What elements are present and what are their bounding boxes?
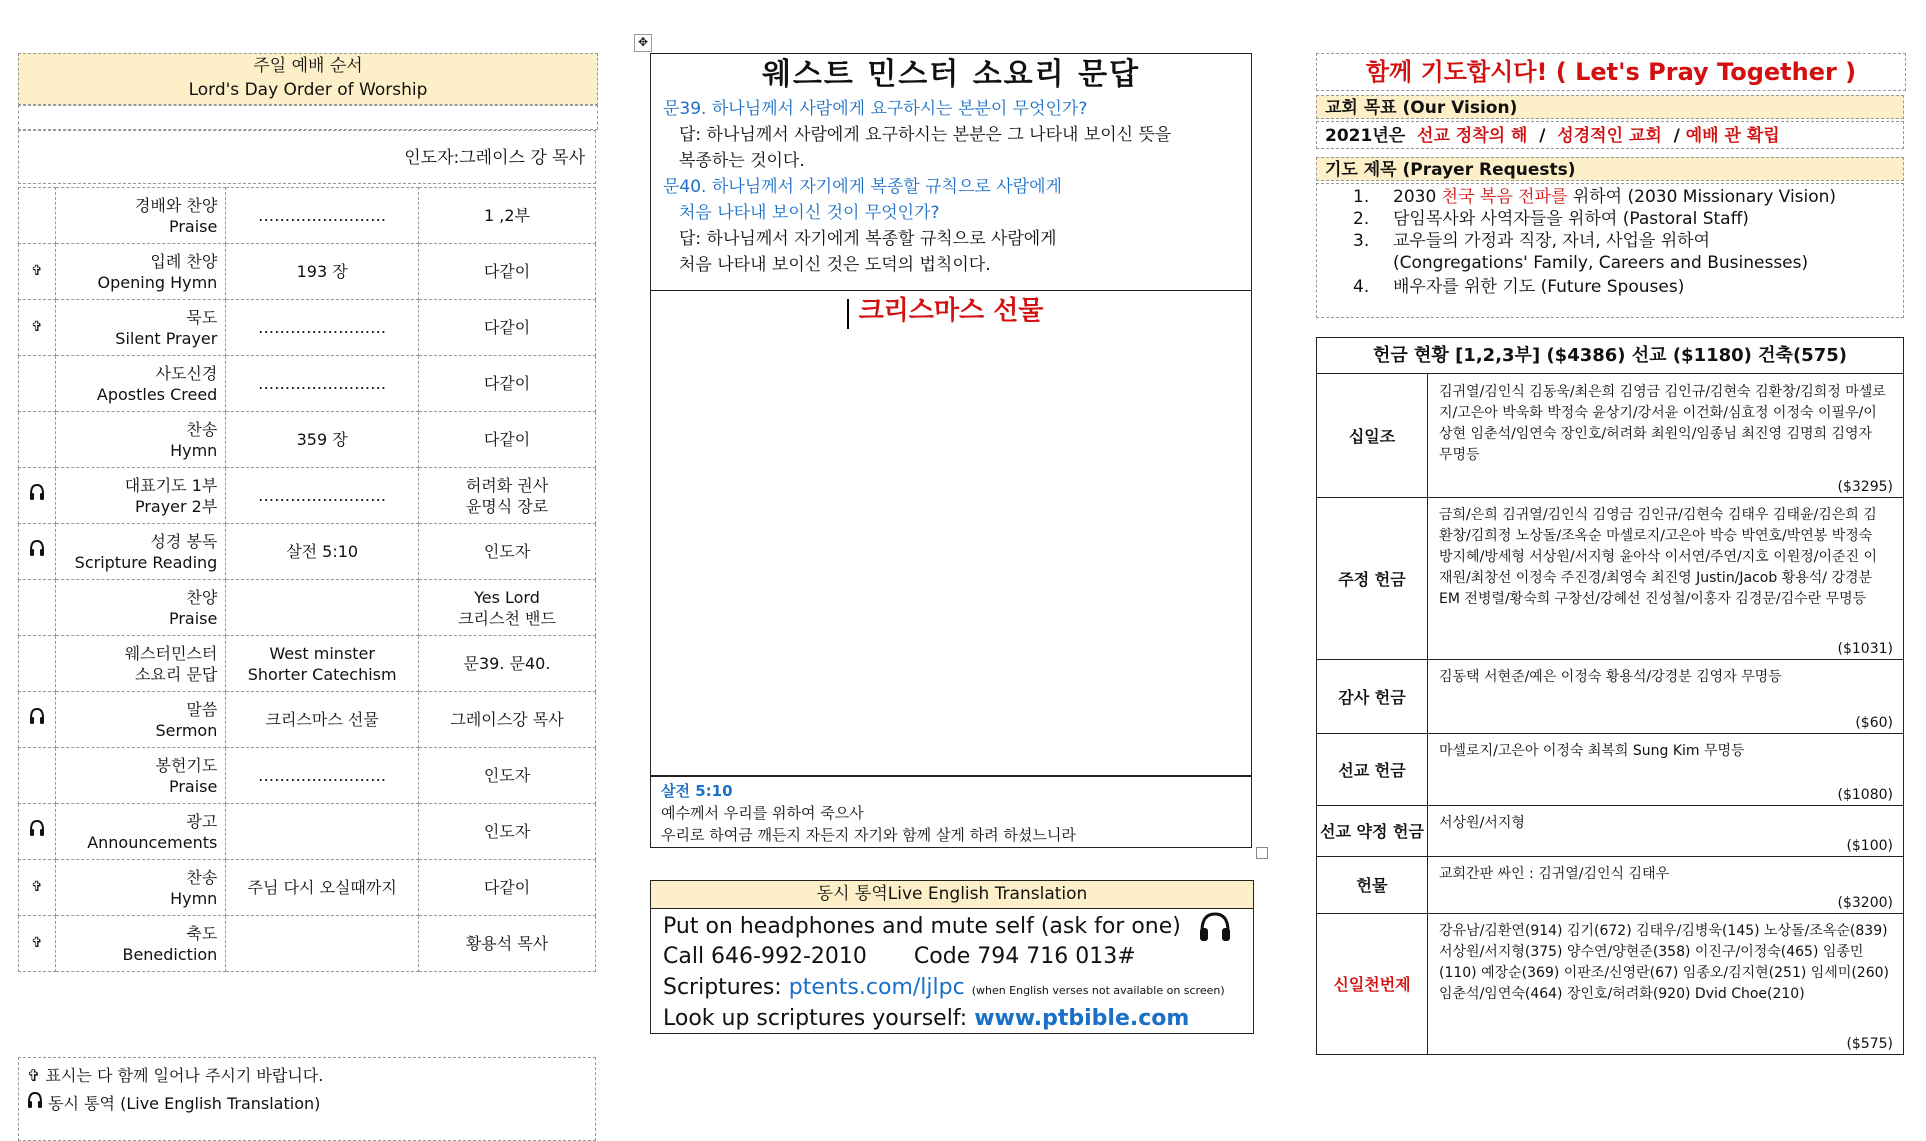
order-row [19,916,596,972]
stand-icon: ✞ [19,300,56,356]
vision-goal-2: 성경적인 교회 [1557,126,1662,146]
offering-names: 김동택 서현준/예은 이정숙 황용석/강경분 김영자 무명등 [1439,669,1782,685]
stand-note: 표시는 다 함께 일어나 주시기 바랍니다. [45,1066,324,1085]
prayer-requests-label: 기도 제목 (Prayer Requests) [1316,157,1904,181]
verse-ref: 살전 5:10 [661,782,733,800]
offering-amount: ($3295) [1837,479,1893,495]
order-row [19,468,596,524]
order-item-title: 말씀 Sermon [55,692,226,748]
order-item-detail [226,916,419,972]
row-mark [19,412,56,468]
order-item-title: 사도신경 Apostles Creed [55,356,226,412]
vision-goal-3: 예배 관 확립 [1685,126,1780,146]
call-number: Call 646-992-2010 [663,944,867,969]
verse-box [650,776,1252,848]
order-item-detail [226,804,419,860]
vision-label: 교회 목표 (Our Vision) [1316,95,1904,119]
order-item-title: 찬양 Praise [55,580,226,636]
catechism-a39-1: 답: 하나님께서 사람에게 요구하시는 본분은 그 나타내 보이신 뜻을 [679,125,1172,145]
prayer-item: 2. 담임목사와 사역자들을 위하여 (Pastoral Staff) [1353,209,1749,229]
offering-names: 김귀열/김인식 김동욱/최은희 김영금 김인규/김현숙 김환창/김희정 마셀로지/고은아 박욱화 박정숙 윤상기/강서윤 이건화/심효정 이정숙 이필우/이상현 임춘석/임연숙 장인호/허려화 최원익/임종님 최진영 김명희 김영자 무명등 [1439,384,1886,463]
order-row [19,692,596,748]
row-mark [19,580,56,636]
order-item-title: 묵도 Silent Prayer [55,300,226,356]
order-item-title: 대표기도 1부 Prayer 2부 [55,468,226,524]
stand-icon: ✞ [27,1066,46,1085]
offering-row [1317,497,1903,660]
row-mark [19,356,56,412]
offering-report [1316,337,1904,1055]
offering-amount: ($1080) [1837,787,1893,803]
catechism-title: 웨스트 민스터 소요리 문답 [761,57,1141,92]
translation-note: 동시 통역 (Live English Translation) [48,1094,321,1113]
offering-label: 선교 약정 헌금 [1317,805,1428,856]
offering-row [1317,733,1903,806]
translation-box [650,880,1254,1034]
offering-label: 감사 헌금 [1317,659,1428,733]
order-row [19,636,596,692]
stand-icon: ✞ [19,244,56,300]
order-header [18,53,598,105]
catechism-a39-2: 복종하는 것이다. [679,151,805,171]
order-item-leader: 인도자 [419,524,596,580]
order-item-leader: 문39. 문40. [419,636,596,692]
vision-goal-1: 선교 정착의 해 [1417,126,1528,146]
catechism-q39: 문39. 하나님께서 사람에게 요구하시는 본분이 무엇인가? [663,99,1088,119]
order-item-leader: 다같이 [419,244,596,300]
catechism-a40-2: 처음 나타내 보이신 것은 도덕의 법칙이다. [679,255,991,275]
vision-sep: / [1539,126,1546,146]
order-item-leader: 다같이 [419,300,596,356]
translation-line-3 [663,973,1225,1006]
text-cursor [847,299,849,329]
headset-icon [27,1094,43,1113]
vision-row [1316,121,1904,149]
offering-names: 교회간판 싸인 : 김귀열/김인식 김태우 [1439,866,1670,882]
offering-amount: ($1031) [1837,641,1893,657]
offering-row [1317,856,1903,914]
offering-label: 십일조 [1317,374,1428,497]
order-item-title: 광고 Announcements [55,804,226,860]
headphones-instruction: Put on headphones and mute self (ask for one) [663,914,1181,939]
offering-amount: ($575) [1846,1036,1893,1052]
order-footnote [18,1057,596,1141]
order-item-leader: 황용석 목사 [419,916,596,972]
order-item-title: 찬송 Hymn [55,412,226,468]
order-row [19,244,596,300]
order-item-detail: 살전 5:10 [226,524,419,580]
order-of-worship [18,53,598,1113]
catechism-box [650,53,1252,291]
order-item-detail: …………………… [226,748,419,804]
headset-icon [19,692,56,748]
order-item-leader: Yes Lord 크리스천 밴드 [419,580,596,636]
headset-icon [19,524,56,580]
offering-row [1317,659,1903,734]
offering-header: 헌금 현황 [1,2,3부] ($4386) 선교 ($1180) 건축(575) [1317,338,1903,374]
order-item-detail: West minster Shorter Catechism [226,636,419,692]
order-row [19,804,596,860]
catechism-q40-2: 처음 나타내 보이신 것이 무엇인가? [679,203,940,223]
order-item-leader: 허려화 권사 윤명식 장로 [419,468,596,524]
offering-label: 헌물 [1317,856,1428,913]
order-table [18,187,596,972]
catechism-a40-1: 답: 하나님께서 자기에게 복종할 규칙으로 사람에게 [679,229,1057,249]
order-row [19,860,596,916]
order-item-leader: 그레이스강 목사 [419,692,596,748]
offering-label: 주정 헌금 [1317,497,1428,659]
order-item-detail: 주님 다시 오실때까지 [226,860,419,916]
order-item-leader: 다같이 [419,412,596,468]
prayer-list [1316,183,1904,318]
offering-label: 선교 헌금 [1317,733,1428,805]
order-item-leader: 다같이 [419,356,596,412]
order-item-title: 경배와 찬양 Praise [55,188,226,244]
offering-names: 금희/은희 김귀열/김인식 김영금 김인규/김현숙 김태우 김태윤/김은희 김환창/김희정 노상돌/조옥순 마셀로지/고은아 박승 박연호/박연봉 박정숙 방지혜/방세형 서상원/서지형 윤아삭 이서연/주연/지호 이원정/이준진 이재원/최창선 이정숙 주진경/최영숙 최진영 Justin/Jacob 황용석/ 강경분 EM 전병렬/황숙희 구창선/강혜선 진성철/이홍자 김경문/김수란 무명등 [1439,507,1878,607]
row-mark [19,636,56,692]
order-row [19,748,596,804]
stand-icon: ✞ [19,916,56,972]
order-item-detail: …………………… [226,188,419,244]
order-item-leader: 다같이 [419,860,596,916]
order-item-detail: 359 장 [226,412,419,468]
call-code: Code 794 716 013# [913,944,1136,969]
prayer-item: 4. 배우자를 위한 기도 (Future Spouses) [1353,277,1685,297]
order-item-title: 찬송 Hymn [55,860,226,916]
translation-line-4 [663,1004,1189,1034]
order-row [19,300,596,356]
order-item-title: 성경 봉독 Scripture Reading [55,524,226,580]
order-item-detail: …………………… [226,356,419,412]
order-item-title: 축도 Benediction [55,916,226,972]
resize-handle[interactable] [1256,847,1268,859]
row-mark [19,188,56,244]
order-header-ko: 주일 예배 순서 [253,56,363,76]
scriptures-note: (when English verses not available on screen) [971,984,1225,997]
lookup-label: Look up scriptures yourself: [663,1006,968,1031]
scriptures-link[interactable]: ptents.com/ljlpc [788,975,965,1000]
order-item-title: 웨스터민스터 소요리 문답 [55,636,226,692]
order-header-en: Lord's Day Order of Worship [188,80,428,100]
scriptures-label: Scriptures: [663,975,782,1000]
sermon-box[interactable] [650,290,1252,776]
leader-line: 인도자:그레이스 강 목사 [18,130,596,184]
ptbible-link[interactable]: www.ptbible.com [974,1006,1190,1031]
translation-line-1 [663,911,1232,943]
order-item-title: 입례 찬양 Opening Hymn [55,244,226,300]
order-row [19,412,596,468]
offering-names: 강유남/김환연(914) 김기(672) 김태우/김병욱(145) 노상돌/조옥순(839) 서상원/서지형(375) 양수연/양현준(358) 이진구/이정숙(465) 임종민(110) 예장순(369) 이판조/신영란(67) 임종오/김지현(251) 임세미(260) 임춘석/임연숙(464) 장인호/허려화(920) Dvid Choe(210) [1439,923,1889,1002]
order-item-detail: …………………… [226,468,419,524]
offering-row [1317,913,1903,1054]
order-item-title: 봉헌기도 Praise [55,748,226,804]
vision-year: 2021년은 [1325,126,1406,146]
sermon-title: 크리스마스 선물 [858,296,1044,326]
offering-row [1317,805,1903,857]
prayer-item: 1. 2030 천국 복음 전파를 위하여 (2030 Missionary Vision) [1353,187,1837,207]
order-item-detail: 193 장 [226,244,419,300]
offering-amount: ($3200) [1837,895,1893,911]
order-row [19,188,596,244]
headset-icon [19,804,56,860]
order-item-leader: 인도자 [419,748,596,804]
order-item-leader: 인도자 [419,804,596,860]
prayer-item: 3. 교우들의 가정과 직장, 자녀, 사업을 위하여 [1353,231,1711,251]
order-item-detail: …………………… [226,300,419,356]
vision-sep: / [1673,126,1680,146]
offering-amount: ($60) [1855,715,1893,731]
row-mark [19,748,56,804]
order-row [19,580,596,636]
translation-line-2 [663,942,1136,972]
verse-line-1: 예수께서 우리를 위하여 죽으사 [661,804,864,822]
headphones-icon [1198,911,1232,943]
order-item-detail: 크리스마스 선물 [226,692,419,748]
blank-row [18,105,598,130]
offering-amount: ($100) [1846,838,1893,854]
catechism-q40-1: 문40. 하나님께서 자기에게 복종할 규칙으로 사람에게 [663,177,1062,197]
offering-row [1317,374,1903,498]
pray-together-title: 함께 기도합시다! ( Let's Pray Together ) [1316,53,1906,91]
prayer-item: (Congregations' Family, Careers and Businesses) [1393,253,1809,273]
offering-names: 서상원/서지형 [1439,815,1525,831]
order-row [19,356,596,412]
verse-line-2: 우리로 하여금 깨든지 자든지 자기와 함께 살게 하려 하셨느니라 [661,826,1076,844]
move-handle-icon[interactable]: ✥ [634,34,652,52]
stand-icon: ✞ [19,860,56,916]
order-row [19,524,596,580]
offering-label: 신일천번제 [1317,913,1428,1054]
order-item-leader: 1 ,2부 [419,188,596,244]
order-item-detail [226,580,419,636]
headset-icon [19,468,56,524]
offering-names: 마셀로지/고은아 이정숙 최복희 Sung Kim 무명등 [1439,743,1745,759]
translation-header: 동시 통역Live English Translation [651,881,1253,909]
